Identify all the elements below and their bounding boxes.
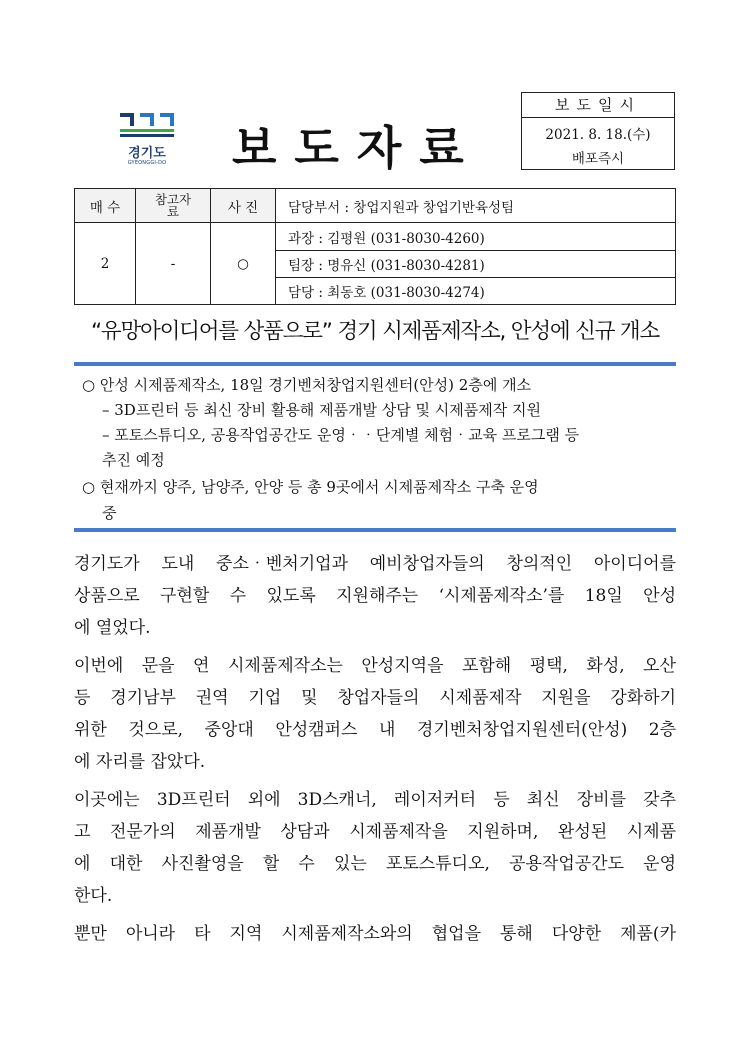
body-paragraph [74,548,676,644]
department-cell: 담당부서 : 창업지원과 창업기반육성팀 [276,189,676,223]
contact-team-leader: 팀장 : 명유신 (031-8030-4281) [276,251,676,278]
body-line: 에 열었다. [74,618,151,638]
summary-item: ○ 현재까지 양주, 남양주, 안양 등 총 9곳에서 시제품제작소 구축 운영 [82,478,539,496]
contact-table [74,188,676,305]
body-line: 뿐만 아니라 타 지역 시제품제작소와의 협업을 통해 다양한 제품(카 [74,924,676,944]
logo-mark-icon [118,112,176,142]
contact-staff: 담당 : 최동호 (031-8030-4274) [276,278,676,305]
body-line: 경기도가 도내 중소‧벤처기업과 예비창업자들의 창의적인 아이디어를 [74,554,676,574]
body-line: 한다. [74,886,113,906]
summary-subitem: – 포토스튜디오, 공용작업공간도 운영‧‧단계별 체험‧교육 프로그램 등 [102,426,580,444]
headline: “유망아이디어를 상품으로” 경기 시제품제작소, 안성에 신규 개소 [90,319,660,344]
document-title: 보도자료 [232,121,482,175]
logo-name-en: GYEONGGI-DO [127,160,167,166]
logo-name-kr: 경기도 [128,146,166,161]
body-line: 이번에 문을 연 시제품제작소는 안성지역을 포함해 평택, 화성, 오산 [74,656,676,676]
body-line: 에 자리를 잡았다. [74,752,206,772]
body-paragraph [74,650,676,778]
summary-box [74,362,676,532]
body-line: 이곳에는 3D프린터 외에 3D스캐너, 레이저커터 등 최신 장비를 갖추 [74,790,676,810]
photo-header: 사 진 [211,189,276,223]
body-paragraph [74,784,676,912]
contact-manager: 과장 : 김평원 (031-8030-4260) [276,223,676,251]
body-paragraph [74,918,676,950]
summary-subitem: – 3D프린터 등 최신 장비 활용해 제품개발 상담 및 시제품제작 지원 [102,401,542,419]
body-line: 에 대한 사진촬영을 할 수 있는 포토스튜디오, 공용작업공간도 운영 [74,854,676,874]
release-embargo: 배포즉시 [571,151,625,167]
release-date: 2021. 8. 18.(수) [545,127,651,143]
body-line: 위한 것으로, 중앙대 안성캠퍼스 내 경기벤처창업지원센터(안성) 2층 [74,720,676,740]
photo-value: ○ [211,223,276,305]
summary-subitem-cont: 추진 예정 [102,451,165,469]
summary-item-cont: 중 [102,504,117,522]
reference-header: 참고자 료 [136,189,211,223]
body-line: 상품으로 구현할 수 있도록 지원해주는 ‘시제품제작소’를 18일 안성 [74,586,676,606]
release-header: 보도일시 [522,93,674,118]
gyeonggi-logo [118,112,176,174]
body-line: 고 전문가의 제품개발 상담과 시제품제작을 지원하며, 완성된 시제품 [74,822,676,842]
count-value: 2 [75,223,136,305]
reference-value: - [136,223,211,305]
count-header: 매 수 [75,189,136,223]
summary-item: ○ 안성 시제품제작소, 18일 경기벤처창업지원센터(안성) 2층에 개소 [82,376,532,394]
release-info-box [521,92,675,170]
body-line: 등 경기남부 권역 기업 및 창업자들의 시제품제작 지원을 강화하기 [74,688,676,708]
